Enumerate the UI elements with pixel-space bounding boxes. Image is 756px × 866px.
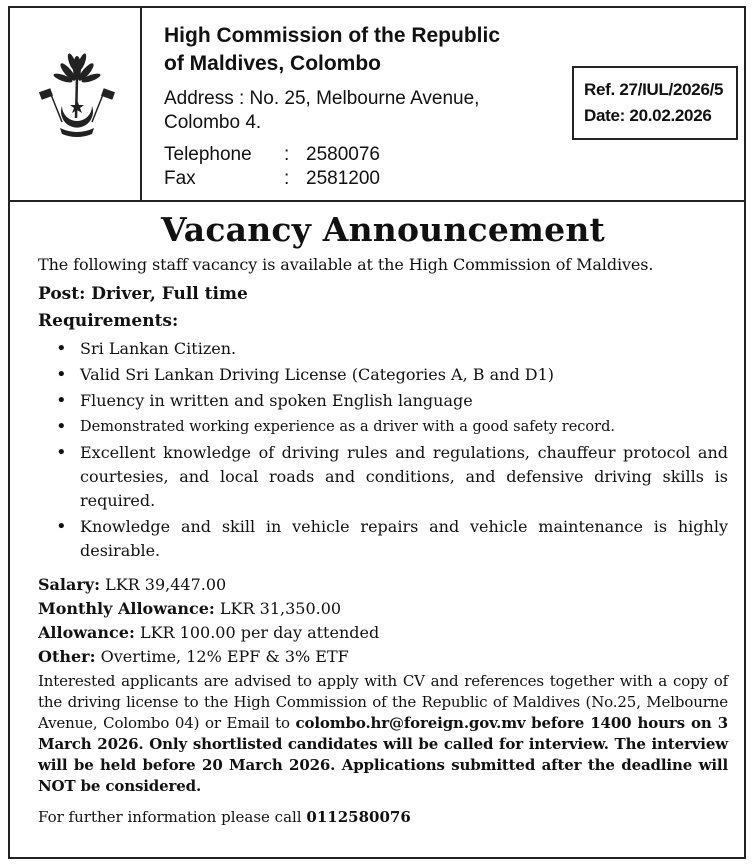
salary-row <box>38 573 728 597</box>
telephone-label: Telephone <box>164 144 252 165</box>
fax-value: 2581200 <box>306 168 380 189</box>
org-name-line2: of Maldives, Colombo <box>164 52 382 75</box>
monthly-allowance-row <box>38 597 728 621</box>
reference-date: Date: 20.02.2026 <box>584 106 712 125</box>
fax-label: Fax <box>164 168 196 189</box>
announcement-body <box>38 202 728 828</box>
allowance-value: LKR 100.00 per day attended <box>139 623 380 642</box>
address-line1: Address : No. 25, Melbourne Avenue, <box>164 88 480 109</box>
monthly-allowance-value: LKR 31,350.00 <box>219 599 342 618</box>
telephone-colon: : <box>284 144 290 165</box>
requirement-item: • Valid Sri Lankan Driving License (Categories A, B and D1) <box>38 363 728 387</box>
requirement-item: • Fluency in written and spoken English language <box>38 389 728 413</box>
contact-phone[interactable]: 0112580076 <box>306 808 411 826</box>
fax-row <box>164 167 564 191</box>
requirements-list <box>38 337 728 563</box>
salary-value: LKR 39,447.00 <box>105 575 227 594</box>
application-deadline: before 1400 hours on 3 March 2026. Only shortlisted candidates will be called for interview. The interview will be held before 20 March 2026. Applications submitted after the deadline will NOT be considered. <box>38 714 728 795</box>
requirement-item: • Demonstrated working experience as a driver with a good safety record. <box>38 415 728 439</box>
requirement-item: • Knowledge and skill in vehicle repairs and vehicle maintenance is highly desirable. <box>38 515 728 563</box>
requirements-heading: Requirements: <box>38 311 179 331</box>
application-instructions <box>38 671 728 797</box>
telephone-value: 2580076 <box>306 144 380 165</box>
announcement-frame <box>8 6 746 859</box>
application-text: Interested applicants are advised to apply with CV and references together with a copy of the driving license to the High Commission of the Republic of Maldives (No.25, Melbourne Avenue, Colombo 04) or Email to <box>38 672 728 732</box>
maldives-emblem-icon <box>32 48 122 144</box>
application-email-link[interactable]: colombo.hr@foreign.gov.mv <box>295 714 526 732</box>
allowance-row <box>38 621 728 645</box>
emblem-cell <box>10 8 142 200</box>
other-row <box>38 645 728 669</box>
post-title: Post: Driver, Full time <box>38 284 248 304</box>
intro-text: The following staff vacancy is available at the High Commission of Maldives. <box>38 255 654 274</box>
reference-box <box>572 66 738 140</box>
further-info <box>38 806 728 828</box>
allowance-label: Allowance: <box>38 623 135 642</box>
further-info-text: For further information please call <box>38 808 302 826</box>
page-title: Vacancy Announcement <box>160 210 605 249</box>
requirement-item: • Sri Lankan Citizen. <box>38 337 728 361</box>
organisation-block <box>164 22 564 191</box>
pay-section <box>38 573 728 669</box>
letterhead <box>10 8 744 202</box>
other-value: Overtime, 12% EPF & 3% ETF <box>100 647 349 666</box>
telephone-row <box>164 143 564 167</box>
requirement-item: • Excellent knowledge of driving rules and regulations, chauffeur protocol and courtesies, and local roads and conditions, and defensive driving skills is required. <box>38 441 728 513</box>
fax-colon: : <box>284 168 290 189</box>
reference-number: Ref. 27/IUL/2026/5 <box>584 80 724 99</box>
address-line2: Colombo 4. <box>164 112 262 133</box>
monthly-allowance-label: Monthly Allowance: <box>38 599 215 618</box>
org-name-line1: High Commission of the Republic <box>164 24 501 47</box>
other-label: Other: <box>38 647 96 666</box>
salary-label: Salary: <box>38 575 100 594</box>
